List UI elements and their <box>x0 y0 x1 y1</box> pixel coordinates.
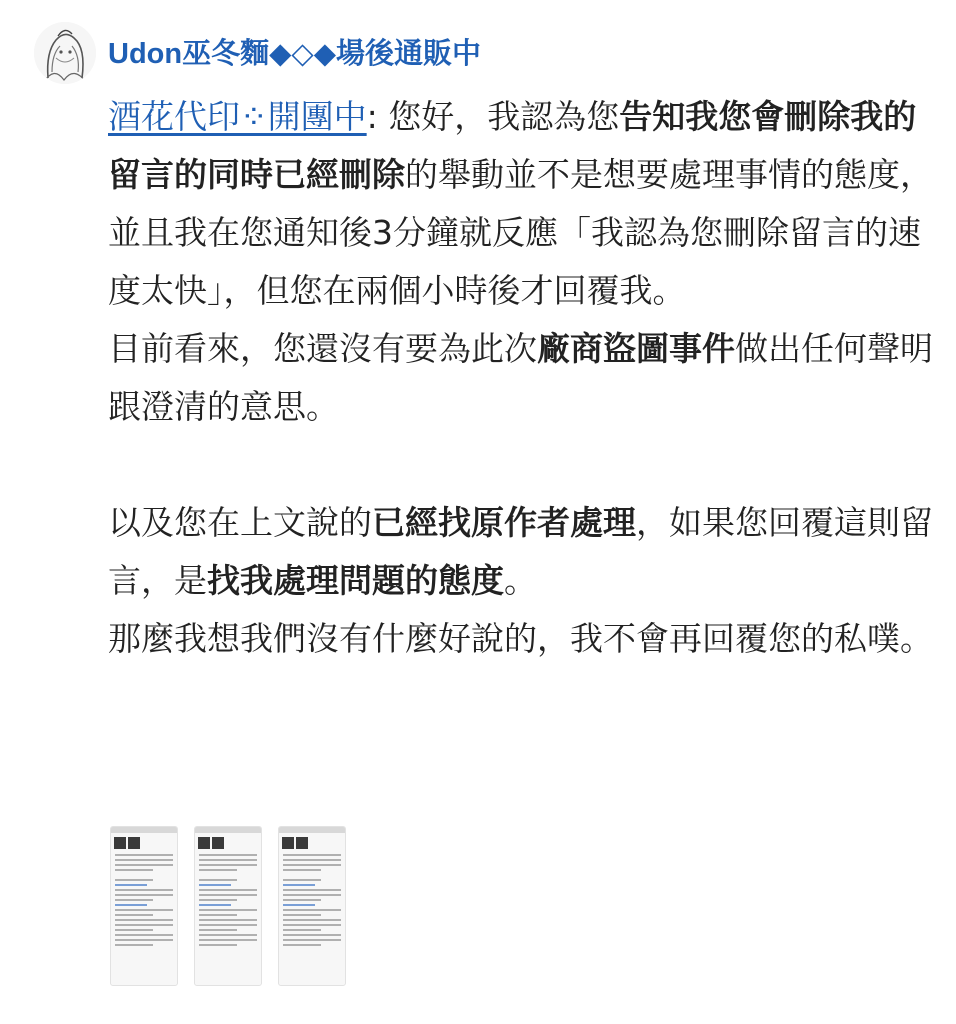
bold-text: 廠商盜圖事件 <box>537 329 735 368</box>
paragraph-1 <box>108 88 938 320</box>
mention-link[interactable]: 酒花代印⁘開團中 <box>108 97 367 136</box>
comment-body <box>108 88 938 668</box>
text-segment: 。 <box>504 561 537 600</box>
bold-text: 找我處理問題的態度 <box>207 561 504 600</box>
attachment-thumbnail-2[interactable] <box>194 826 262 986</box>
avatar[interactable] <box>34 22 96 84</box>
text-segment: 那麼我想我們沒有什麼好說的，我不會再回覆您的私噗。 <box>108 619 933 658</box>
paragraph-4 <box>108 610 938 668</box>
username-link[interactable]: Udon巫冬麵◆◇◆場後通販中 <box>108 38 481 70</box>
bold-text: 已經找原作者處理 <box>372 503 636 542</box>
bold-text: 告知我您會刪除我的留言的同時已經刪除 <box>108 97 917 194</box>
attachment-list <box>110 826 346 986</box>
text-segment: : 您好，我認為您 <box>366 97 620 136</box>
text-segment: ，如果您回覆這則留言，是 <box>108 503 933 600</box>
text-segment: 以及您在上文說的 <box>108 503 372 542</box>
paragraph-gap <box>108 436 938 494</box>
text-segment: 做出任何聲明跟澄清的意思。 <box>108 329 933 426</box>
attachment-thumbnail-3[interactable] <box>278 826 346 986</box>
paragraph-3 <box>108 494 938 610</box>
paragraph-2 <box>108 320 938 436</box>
attachment-thumbnail-1[interactable] <box>110 826 178 986</box>
text-segment: 目前看來，您還沒有要為此次 <box>108 329 537 368</box>
text-segment: 的舉動並不是想要處理事情的態度，並且我在您通知後3分鐘就反應「我認為您刪除留言的速度太快」，但您在兩個小時後才回覆我。 <box>108 155 933 310</box>
avatar-illustration-icon <box>34 22 96 84</box>
